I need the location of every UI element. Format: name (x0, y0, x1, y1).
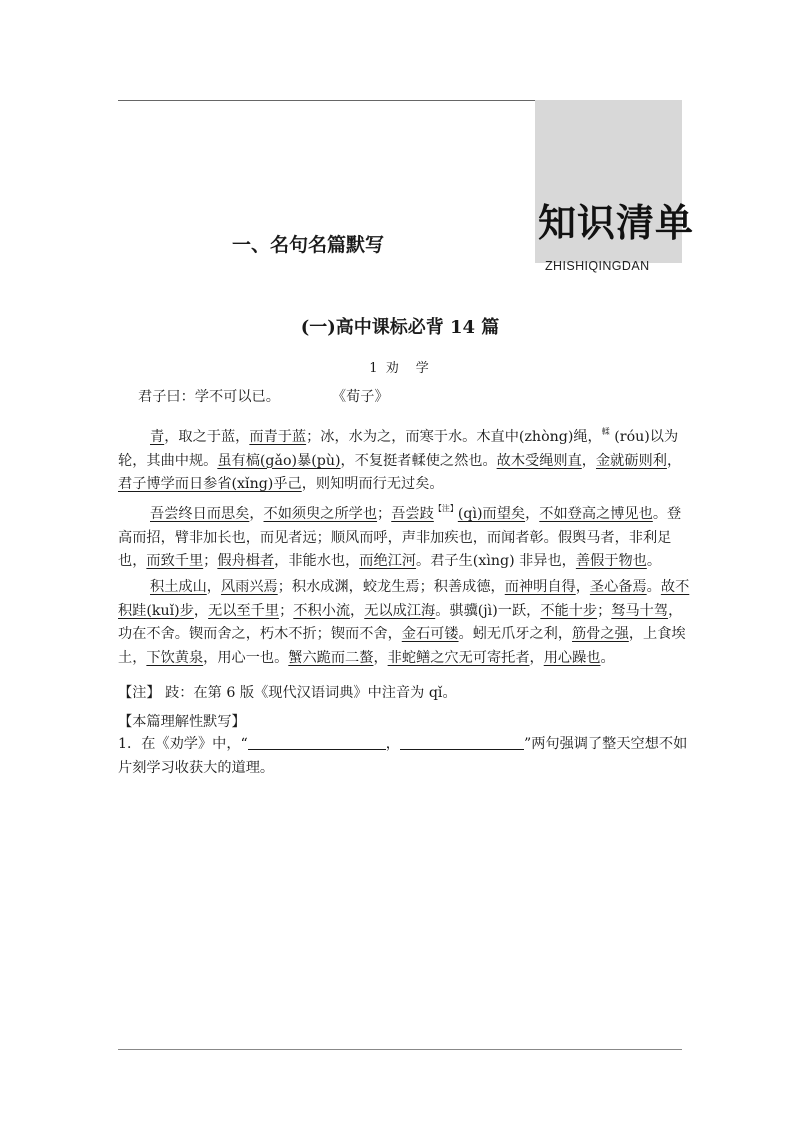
recite-phrase: (qì)而望矣 (457, 506, 526, 522)
recite-phrase: 下饮黄泉 (146, 649, 204, 666)
recite-phrase: 君子博学而日参省(xǐng)乎己 (118, 476, 302, 492)
paragraph-3 (118, 576, 693, 670)
paragraph-1 (118, 420, 693, 497)
text-run: 。 (646, 579, 661, 595)
recite-phrase: 无以成江海 (364, 602, 436, 619)
text-run: ， (575, 579, 590, 595)
recite-phrase: 虽有槁(gǎo)暴(pù) (217, 452, 341, 469)
recite-phrase: 而神明自得 (504, 579, 576, 595)
recite-phrase: 吾尝终日而思矣 (150, 506, 250, 522)
text-run: ， (206, 579, 221, 595)
recite-phrase: 无以至千里 (208, 602, 280, 619)
text-run: 。君子生(xìng) 非异也， (416, 553, 576, 569)
recite-phrase: 金石可镂 (401, 626, 459, 642)
text-run: ，用心一也。 (203, 649, 289, 666)
text-run: 。登高而招，臂非加长也，而见者远；顺风而呼，声非加疾也，而闻者彰。假舆马者，非利足也， (118, 506, 682, 569)
recite-phrase: 假舟楫者 (217, 553, 275, 569)
recite-phrase: 风雨兴焉 (220, 579, 278, 595)
recite-phrase: 金就砺则利 (595, 452, 667, 469)
recite-phrase: 用心躁也 (543, 649, 601, 666)
text-run: ，取之于蓝， (164, 429, 250, 445)
answer-blank-2[interactable] (400, 735, 524, 750)
recite-phrase: 不能十步 (540, 602, 598, 619)
text-run: ； (203, 553, 218, 569)
recite-phrase: 青 (150, 429, 165, 445)
sub-heading: (一)高中课标必背 14 篇 (300, 317, 500, 338)
text-run: ； (597, 602, 612, 619)
recite-phrase: 而青于蓝 (249, 429, 307, 445)
text-run: ；冰，水为之，而寒于水。木直中(zhòng)绳， (306, 429, 602, 445)
recite-phrase: 故不积跬(kuǐ)步 (118, 579, 690, 619)
section-heading: 一、名句名篇默写 (232, 234, 385, 256)
answer-blank-1[interactable] (248, 735, 386, 750)
rou-character: 輮 (601, 427, 610, 436)
text-run: ；积水成渊，蛟龙生焉；积善成德， (277, 579, 505, 595)
text-run: 。蚓无爪牙之利， (458, 626, 573, 642)
recite-phrase: 积土成山 (150, 579, 207, 595)
question-1 (118, 733, 693, 780)
quote-text: 君子曰：学不可以已。 (138, 389, 280, 405)
text-run: ，非能水也， (274, 553, 360, 569)
footnote (118, 682, 693, 706)
recite-phrase: 故木受绳则直 (496, 452, 582, 469)
text-run: ， (529, 649, 544, 666)
recite-phrase: 圣心备焉 (589, 579, 647, 595)
rou-character-inline: 輮 (411, 452, 426, 469)
note-text: 跂：在第 6 版《现代汉语词典》中注音为 qǐ。 (160, 685, 457, 701)
note-marker: 【注】 (433, 504, 458, 513)
recite-phrase: 不如登高之博见也 (539, 506, 653, 522)
paragraph-2 (118, 497, 693, 574)
banner-title: 知识清单 (538, 201, 695, 245)
text-run: ， (373, 649, 388, 666)
text-run: ， (193, 602, 209, 619)
text-run: ； (279, 602, 294, 619)
text-run: 。 (600, 649, 615, 666)
question-separator: ， (385, 736, 400, 752)
text-run: (róu)以为轮，其曲中规。 (118, 429, 679, 469)
note-label: 【注】 (118, 685, 161, 701)
text-run: 使之然也。 (425, 452, 497, 469)
recite-phrase: 非蛇鳝之穴无可寄托者 (387, 649, 530, 666)
text-run: ， (666, 452, 682, 469)
bottom-rule (118, 1049, 682, 1050)
quote-source: 《荀子》 (331, 389, 389, 405)
text-run: ，则知明而行无过矣。 (301, 476, 444, 492)
recite-phrase: 而绝江河 (359, 553, 417, 569)
recite-phrase: 不如须臾之所学也 (263, 506, 378, 522)
recite-phrase: 不积小流 (293, 602, 351, 619)
quote-line (138, 386, 713, 410)
text-run: 。 (646, 553, 662, 569)
text-run: 。骐骥(jì)一跃， (435, 602, 541, 619)
recite-phrase: 善假于物也 (575, 553, 647, 569)
banner-subtitle: ZHISHIQINGDAN (545, 259, 650, 273)
text-run: ， (581, 452, 596, 469)
text-run: ，不复挺者 (340, 452, 412, 469)
recite-phrase: 蟹六跪而二螯 (288, 649, 374, 666)
text-run: ， (350, 602, 365, 619)
question-suffix: ”两句强调了整天空想不如片刻学习收获大的道理。 (118, 736, 688, 776)
recite-phrase: 吾尝跂 (391, 506, 434, 522)
text-run: ，功在不舍。锲而舍之，朽木不折；锲而不舍， (118, 602, 683, 642)
text-run: ， (525, 506, 540, 522)
text-run: ，上食埃土， (118, 626, 686, 666)
question-prefix: 1．在《劝学》中，“ (118, 736, 248, 752)
recite-phrase: 筋骨之强 (572, 626, 629, 642)
recite-phrase: 驽马十驾 (611, 602, 669, 619)
text-run: ， (249, 506, 264, 522)
exercise-tag: 【本篇理解性默写】 (118, 714, 246, 730)
recite-phrase: 而致千里 (146, 553, 204, 569)
text-run: ； (377, 506, 392, 522)
essay-title: 1 劝 学 (369, 361, 431, 376)
